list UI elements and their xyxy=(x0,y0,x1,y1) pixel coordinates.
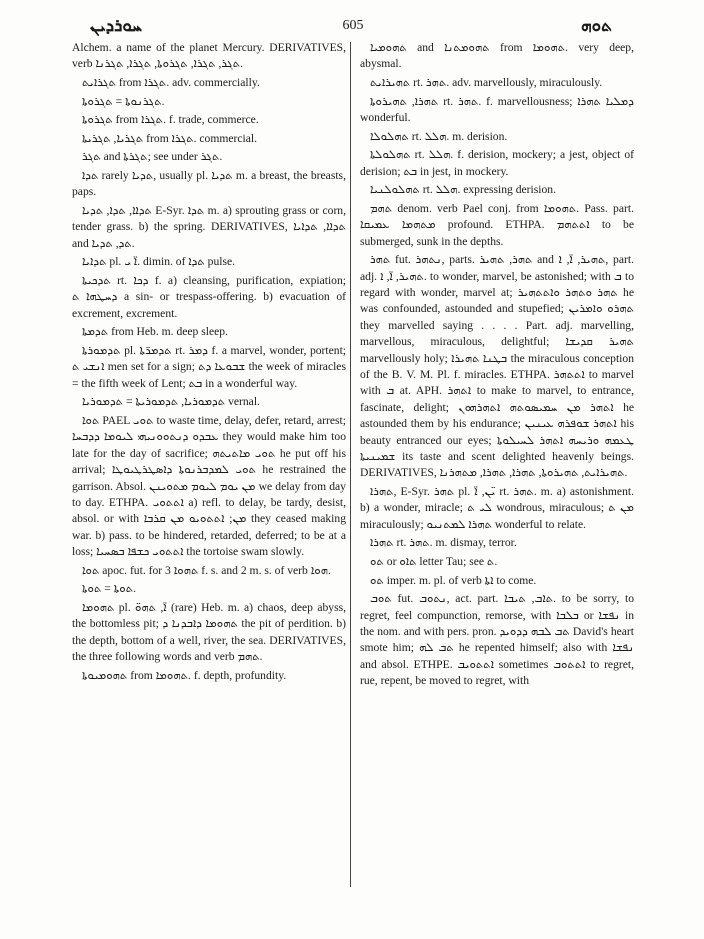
entry: ܬܓܪܝܐ, ܬܓܪܝܬܐ from ܬܓܪܐ. commercial. xyxy=(82,131,258,145)
entry: ܬܗܪܐ, ܬܗܝܪܘܬܐ rt. ܬܗܪ. f. marvellousness; ܕܡܠܝܐ ܬܗܪܐ wonderful. xyxy=(360,94,634,124)
entry: ܬܘ or ܬܐܘ letter Tau; see ܬ. xyxy=(370,555,498,569)
entry: ܬܗܡ denom. verb Pael conj. from ܬܗܘܡܐ. Pass. part. ܡܬܗܡܐ ܥܡܝܩܐ profound. ETHPA. ܐܬܬܗܡ to be submerged, sunk in the depths. xyxy=(360,201,634,248)
entry: ܬܗܠܘܠܢܝܐ rt. ܗܠܠ. expressing derision. xyxy=(370,183,556,197)
entry: ܬܘܐ PAEL ܬܘܝ to waste time, delay, defer, retard, arrest; ܥܒܕܘ ܕܢܬܘܘܢܝܗܝ ܠܝܘܡܐ ܕܕܒܚܐ they would make him too late for the day of sacrifice; ܬܘܝ ܡܐܬܝܬܗ he put off his arrival; ܬܘܝ ܠܡܕܒܪܢܘܬܐ ܕܐܣܛܪܛܝܘܛܐ he restrained the garrison. Absol. ܡܢ ܝܘܡ ܠܝܘܡ ܡܬܘܝܢܢ we delay from day to day. ETHPA. ܐܬܬܘܝ a) refl. to delay, be tardy, desist, absol. or with ܡܢ; ܐܬܬܘܝܘ ܡܢ ܩܪܒܐ they ceased making war. b) pass. to be hindered, retarded, deferred; to be at a loss; ܐܬܬܘܝ ܟܫܦܐ ܒܣܚܝܐ the tortoise swam slowly. xyxy=(72,413,347,559)
header-right-word: ܬܘܗ xyxy=(581,16,612,35)
running-header xyxy=(70,16,636,38)
entry: ܬܘܬܐ = ܬܘܬܐ. xyxy=(82,582,137,596)
entry: ܬܗܪ fut. ܢܬܗܪ, parts. ܬܗܪ, ܬܗܝܪ and ܬܗܝܪ, ܐ̈, ܐ, part. adj. ܬܗܝܪ, ܐ̈, ܐ. to wonder, marvel, be astonished; with ܒ to regard with wonder, marvel at; ܬܗܪ ܘܬܗܪ ܘܐܬܬܗܝܪ he was confounded, astounded and stupefied; ܬܗܪܘ ܘܐܡܪܝܢ they marvelled saying . . . . Part. adj. marvelling, marvellous, miraculous, delightful; ܬܗܝܪ ܩܕܝܫܐ marvellously holy; ܒܛܢܐ ܬܗܝܪܐ the miraculous conception of the B. V. M. Pl. f. miracles. ETHPA. ܐܬܬܗܪ to marvel with ܒ at. APH. ܐܬܗܪ to make to marvel, to entrance, fascinate, delight; ܐܬܗܪ ܡܢ ܚܡܝܣܘܬܗ ܐܬܗܪܗܘܢ he astounded them by his endurance; ܐܬܗܪ ܫܘܦܪܗ ܥܝܢܝܢ his beauty entranced our eyes; ܛܥܡܗ ܘܪܝܚܗ ܐܬܗܪ ܠܚܝܠܘܬܐ ܫܡܝܢܝܬܐ its taste and scent delighted heavenly beings. DERIVATIVES, ܬܗܝܪܐܝܬ, ܬܗܝܪܘܬܐ, ܬܗܪܐ, ܬܗܪܐ, ܡܬܗܪܢܐ. xyxy=(360,253,635,480)
entry: ܬܕܐܝܐ pl. ܐ̈ ܝ. dimin. of ܬܕܐ pulse. xyxy=(82,255,236,269)
entry: ܬܕܐ rarely ܬܕܝܐ, usually pl. ܬܕܝܐ m. a breast, the breasts, paps. xyxy=(72,168,346,199)
right-column xyxy=(360,40,634,692)
entry: ܬܕܡܘܪܝܐ, ܬܕܡܘܪܝܬܐ = ܬܕܡܘܪܝܐ vernal. xyxy=(82,395,260,409)
entry: ܬܓܪܢܘܬܐ = ܬܓܪܘܬܐ. xyxy=(82,94,165,108)
entry: ܬܗܘܡܝܘܬܐ from ܬܗܘܡܐ. f. depth, profundity. xyxy=(82,668,287,682)
entry: ܬܗܪܐ, E-Syr. ܬܗܪ pl. ܝ̈ܢ, ܐ̈ rt. ܬܗܪ. m. a) astonishment. b) a wonder, miracle; ܠܝ ܬ wondrous, miraculous; ܡܢ ܬ miraculously; ܬܗܪܐ ܠܡܬܢܝܘ wonderful to relate. xyxy=(360,485,634,531)
entry: Alchem. a name of the planet Mercury. DERIVATIVES, verb ܬܓܪ, ܬܓܪܐ, ܬܓܪܘܬܐ, ܬܓܪܐ, ܬܓܪܢܐ. xyxy=(72,41,346,71)
column-divider xyxy=(350,42,351,887)
header-left-word: ܚܘܪܕܝܢ xyxy=(90,16,142,35)
entry: ܬܗܘܡܝܐ and ܬܗܘܡܬܢܐ from ܬܗܘܡܐ. very deep, abysmal. xyxy=(360,41,634,71)
entry: ܬܓܪ and ܬܓܪܬܐ; see under ܬܓܪ. xyxy=(82,150,223,164)
entry: ܬܕܐܐ, ܬܕܐ, ܬܕܝܐ E-Syr. ܬܕܐ m. a) sprouting grass or corn, tender grass. b) the spring. DERIVATIVES, ܬܕܐܐ, ܬܕܐܝܐ and ܬܕ, ܬܕܝܐ. xyxy=(72,203,347,250)
entry: ܬܕܡܘܪܬܐ pl. ܬܕܡܪ̈ܬܐ rt. ܕܡܪ f. a marvel, wonder, portent; ܐܢܫܝ ܬ men set for a sign; ܫܒܘܥܐ ܕܬ the week of miracles = the fifth week of Lent; ܒܬ in a wonderful way. xyxy=(72,343,347,390)
entry: ܬܗܠܘܠܐ rt. ܗܠܠ. m. derision. xyxy=(370,129,508,143)
page-number: 605 xyxy=(342,18,364,33)
entry: ܬܓܪܘܬܐ from ܬܓܪܐ. f. trade, commerce. xyxy=(82,113,259,127)
entry: ܬܘܒ fut. ܢܬܘܒ, act. part. ܬܐܒ, ܬܝܒܐ. to be sorry, to regret, feel compunction, remorse, with ܒܠܒܐ or ܢܦܫܐ in the nom. and with pers. pron. ܬܒ ܠܒܗ ܕܕܘܝܕ David's heart smote him; ܬܒ ܠܗ he repented himself; also with ܢܦܫܐ and absol. ETHPE. ܐܬܬܘܝܒ sometimes ܐܬܬܘܒ to regret, rue, repent, be moved to regret, with xyxy=(360,592,635,688)
entry: ܬܘ imper. m. pl. of verb ܐܬܐ to come. xyxy=(370,573,537,587)
entry: ܬܓܪܐܝܬ from ܬܓܪܐ. adv. commercially. xyxy=(82,76,260,89)
entry: ܬܕܡܬܐ from Heb. m. deep sleep. xyxy=(82,325,228,339)
entry: ܬܗܝܪܐܝܬ rt. ܬܗܪ. adv. marvellously, miraculously. xyxy=(370,76,603,89)
entry: ܬܗܪܐ rt. ܬܗܪ. m. dismay, terror. xyxy=(370,536,517,550)
entry: ܬܕܟܝܬܐ rt. ܕܟܐ f. a) cleansing, purification, expiation; ܕܚܛܗܐ ܬ a sin- or trespass-offering. b) evacuation of excrement, excrement. xyxy=(72,273,347,320)
entry: ܬܗܠܘܠܬܐ rt. ܗܠܠ. f. derision, mockery; a jest, object of derision; ܒܬ in jest, in mockery. xyxy=(360,148,634,178)
entry: ܬܘܐ apoc. fut. for ܬܗܘܐ 3 f. s. and 2 m. s. of verb ܗܘܐ. xyxy=(82,563,331,577)
entry: ܬܗܘܡܐ pl. ܐ̈, ܬܗܘ̈ (rare) Heb. m. a) chaos, deep abyss, the bottomless pit; ܬܗܘܡܐ ܕܐܒܕܢܐ ܕ the pit of perdition. b) the depth, bottom of a well, river, the sea. DERIVATIVES, the three following words and verb ܬܗܡ. xyxy=(72,601,347,664)
left-column xyxy=(72,40,346,686)
